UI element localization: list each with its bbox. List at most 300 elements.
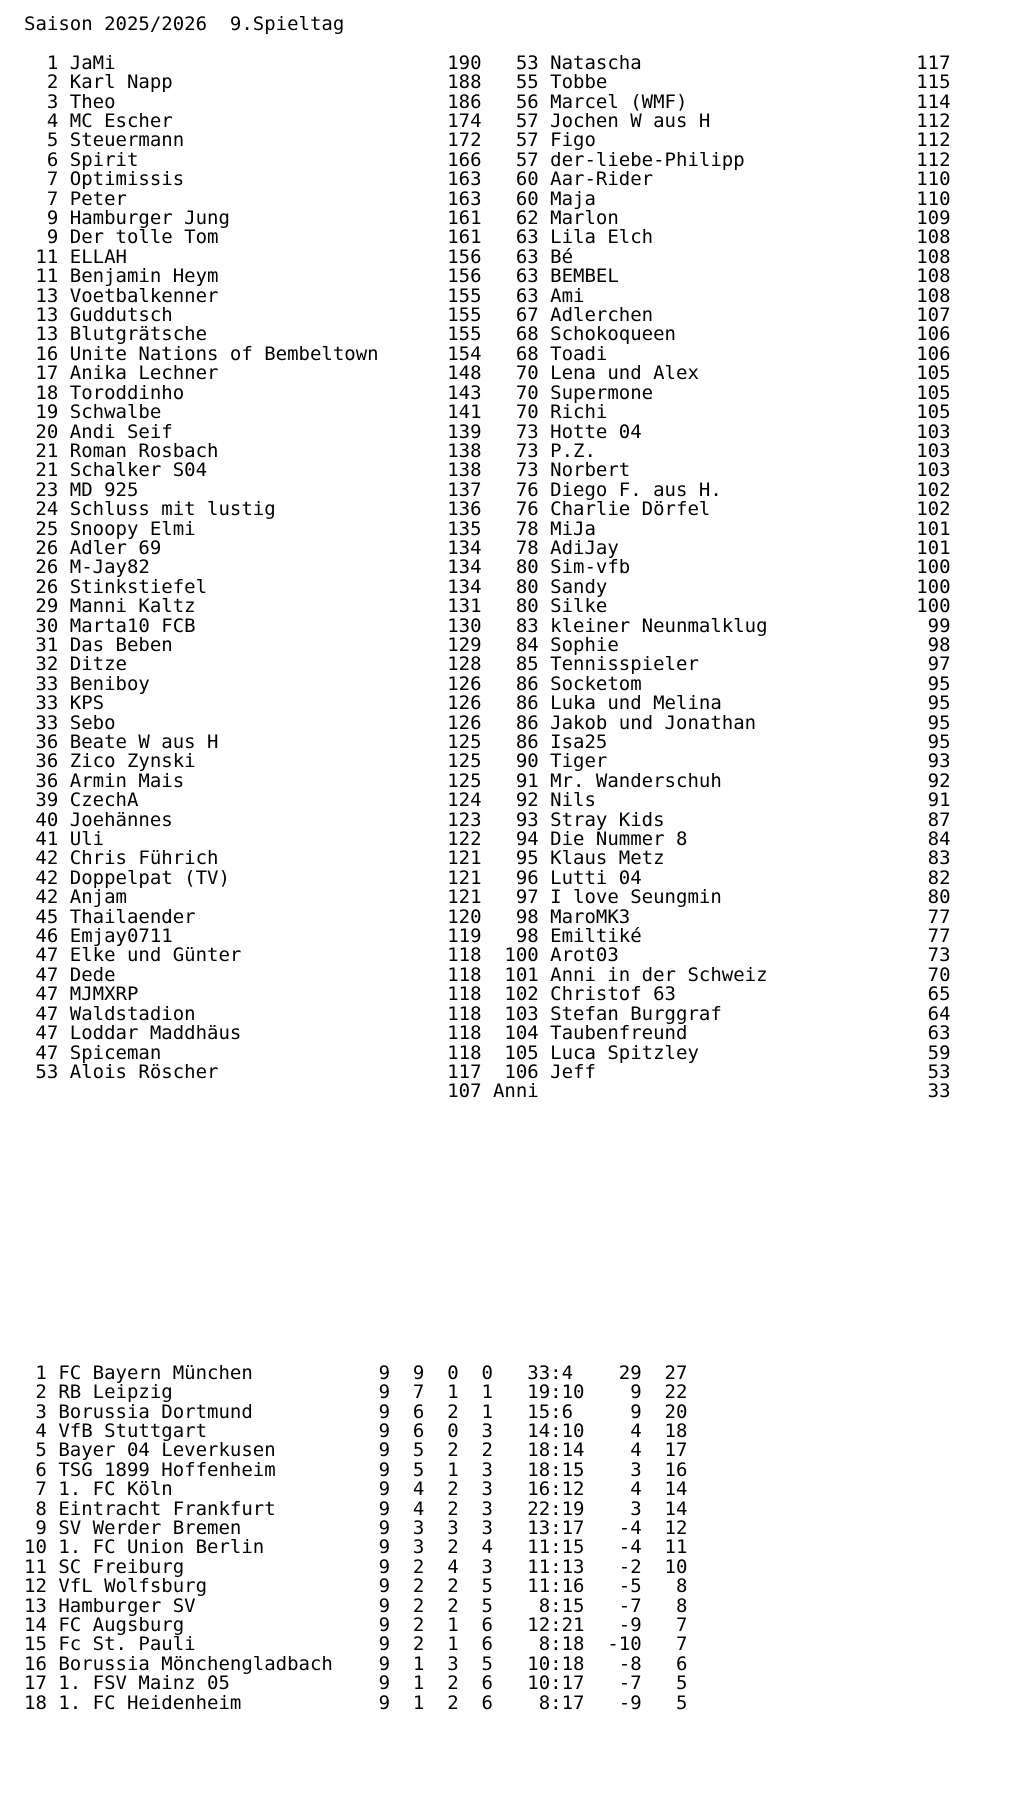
standings-row: [24, 170, 482, 189]
rank-cell: 94: [515, 828, 539, 851]
standings-row: [24, 51, 482, 74]
points-cell: 102: [916, 498, 951, 521]
games-played: 9: [378, 1458, 391, 1481]
league-table-row: [24, 1635, 1011, 1654]
rank-cell: 29: [35, 595, 59, 618]
rank-cell: 53: [35, 1060, 59, 1083]
goals-against: 18: [561, 1633, 585, 1656]
rank-cell: 76: [515, 478, 539, 501]
rank-cell: 20: [35, 420, 59, 443]
rank-cell: 67: [515, 304, 539, 327]
goals-separator: :: [550, 1672, 562, 1695]
points-cell: 12: [664, 1516, 688, 1539]
goal-diff: -7: [618, 1672, 642, 1695]
points-cell: 172: [447, 129, 482, 152]
player-name: CzechA: [69, 791, 139, 811]
standings-row: [504, 187, 951, 210]
standings-row: [24, 209, 482, 228]
standings-row: [504, 733, 950, 752]
goals-separator: :: [550, 1614, 562, 1637]
player-name: P.Z.: [550, 441, 596, 462]
standings-row: [504, 752, 950, 771]
rank-cell: 80: [515, 595, 539, 618]
goal-diff: -7: [618, 1594, 642, 1617]
player-name: Die Nummer 8: [550, 830, 688, 850]
points-cell: 98: [927, 633, 951, 656]
standings-row: [504, 672, 951, 695]
points-cell: 137: [447, 478, 482, 501]
league-table-row: [24, 1441, 1011, 1460]
rank-cell: 13: [35, 304, 59, 327]
points-cell: 166: [447, 148, 482, 171]
wins: 3: [412, 1516, 425, 1539]
player-name: Marlon: [550, 209, 619, 229]
standings-row: [24, 284, 482, 307]
points-cell: 17: [664, 1439, 688, 1462]
rank-cell: 60: [515, 168, 539, 191]
player-name: Sim-vfb: [550, 558, 631, 578]
goals-against: 6: [561, 1400, 574, 1423]
games-played: 9: [378, 1400, 391, 1423]
standings-row: [24, 148, 482, 171]
points-cell: 126: [447, 692, 482, 715]
wins: 9: [412, 1361, 425, 1384]
games-played: 9: [378, 1614, 391, 1637]
rank-cell: 40: [35, 808, 59, 831]
points-cell: 10: [664, 1555, 688, 1578]
wins: 1: [412, 1672, 425, 1695]
rank-cell: 63: [515, 245, 539, 268]
goals-against: 15: [561, 1536, 585, 1559]
player-name: Peter: [69, 189, 127, 210]
goal-diff: -5: [618, 1575, 642, 1598]
league-table-row: [24, 1538, 1011, 1557]
rank-cell: 9: [46, 207, 59, 230]
wins: 2: [412, 1555, 425, 1578]
rank-cell: 3: [46, 90, 59, 113]
rank-cell: 14: [24, 1614, 47, 1637]
points-cell: 134: [447, 575, 482, 598]
points-cell: 119: [447, 925, 482, 948]
player-name: Stray Kids: [550, 810, 665, 831]
draws: 2: [447, 1400, 459, 1423]
games-played: 9: [378, 1516, 391, 1539]
standings-row: [24, 306, 482, 325]
draws: 1: [447, 1614, 459, 1637]
player-name: BEMBEL: [550, 267, 619, 287]
goal-diff: -8: [618, 1652, 642, 1675]
games-played: 9: [378, 1439, 391, 1462]
losses: 5: [481, 1594, 493, 1617]
draws: 4: [447, 1555, 459, 1578]
player-name: KPS: [69, 694, 105, 714]
player-name: Tennisspieler: [550, 655, 699, 675]
wins: 6: [412, 1419, 425, 1442]
league-table: [24, 1361, 1011, 1714]
player-name: Joehännes: [69, 810, 173, 831]
points-cell: 125: [447, 769, 482, 792]
points-cell: 11: [664, 1536, 688, 1559]
rank-cell: 11: [24, 1555, 47, 1578]
team-name: VfB Stuttgart: [58, 1421, 208, 1442]
standings-row: [24, 752, 482, 771]
rank-cell: 73: [515, 439, 539, 462]
team-name: RB Leipzig: [58, 1383, 173, 1403]
team-name: Fc St. Pauli: [58, 1635, 196, 1655]
games-played: 9: [378, 1478, 391, 1501]
goal-diff: 4: [630, 1439, 642, 1462]
standings-row: [504, 1041, 951, 1064]
points-cell: 92: [927, 769, 951, 792]
goal-diff: 29: [618, 1361, 642, 1384]
draws: 2: [447, 1439, 459, 1462]
standings-row: [504, 808, 951, 831]
player-name: MiJa: [550, 519, 596, 539]
rank-cell: 6: [35, 1458, 47, 1481]
league-table-row: [24, 1497, 1011, 1520]
standings-row: [24, 963, 482, 986]
draws: 2: [447, 1536, 459, 1559]
points-cell: 148: [447, 362, 482, 385]
standings-row: [24, 558, 482, 577]
points-cell: 65: [927, 983, 951, 1006]
points-cell: 93: [927, 750, 951, 773]
rank-cell: 97: [515, 886, 539, 909]
rank-cell: 78: [515, 536, 539, 559]
player-name: Sebo: [69, 713, 116, 734]
standings-row: [24, 325, 482, 344]
standings-row: [24, 267, 482, 286]
player-name: Emiltiké: [550, 927, 642, 947]
standings-row: [504, 769, 951, 792]
goals-for: 22: [527, 1497, 551, 1520]
player-name: Ami: [550, 286, 585, 307]
games-played: 9: [378, 1555, 391, 1578]
losses: 6: [481, 1672, 493, 1695]
points-cell: 134: [447, 556, 482, 579]
standings-row: [24, 187, 482, 210]
goals-for: 15: [527, 1400, 551, 1423]
player-name: Spiceman: [69, 1043, 162, 1063]
points-cell: 174: [447, 110, 482, 133]
wins: 2: [412, 1633, 425, 1656]
rank-cell: 41: [35, 828, 59, 851]
rank-cell: 96: [515, 866, 539, 889]
points-cell: 103: [916, 420, 951, 443]
standings-row: [24, 614, 482, 637]
player-name: Sophie: [550, 635, 619, 656]
goals-separator: :: [550, 1633, 562, 1656]
points-cell: 190: [447, 51, 482, 74]
page-title: Saison 2025/2026 9.Spieltag: [24, 13, 345, 35]
losses: 5: [481, 1575, 493, 1598]
losses: 3: [481, 1419, 493, 1442]
standings-row: [24, 1060, 482, 1083]
player-name: Andi Seif: [69, 422, 173, 442]
points-cell: 5: [675, 1691, 688, 1714]
standings-row: [504, 403, 950, 422]
points-cell: 131: [447, 595, 482, 618]
standings-row: [504, 830, 950, 849]
player-name: Marta10 FCB: [69, 616, 196, 636]
team-name: 1. FC Köln: [58, 1480, 173, 1500]
standings-row: [24, 769, 482, 792]
rank-cell: 95: [515, 847, 539, 870]
points-cell: 97: [927, 653, 951, 676]
points-cell: 101: [916, 536, 951, 559]
rank-cell: 70: [515, 381, 539, 404]
points-cell: 129: [447, 633, 482, 656]
team-name: Bayer 04 Leverkusen: [58, 1441, 276, 1461]
points-cell: 110: [916, 168, 951, 191]
team-name: TSG 1899 Hoffenheim: [58, 1460, 276, 1481]
rank-cell: 47: [35, 1002, 59, 1025]
rank-cell: 104: [504, 1022, 539, 1045]
player-name: Unite Nations of Bembeltown: [69, 344, 379, 365]
points-cell: 121: [447, 866, 482, 889]
rank-cell: 93: [515, 808, 539, 831]
points-cell: 8: [675, 1575, 688, 1598]
points-cell: 118: [447, 983, 482, 1006]
rank-cell: 68: [515, 342, 539, 365]
player-name: Thailaender: [69, 907, 196, 928]
rank-cell: 30: [35, 614, 59, 637]
player-name: Voetbalkenner: [69, 286, 219, 307]
goal-diff: 4: [630, 1419, 642, 1442]
player-name: Sandy: [550, 577, 608, 598]
player-name: Charlie Dörfel: [550, 500, 711, 520]
player-name: Optimissis: [69, 170, 185, 190]
rank-cell: 47: [35, 963, 59, 986]
games-played: 9: [378, 1419, 391, 1442]
rank-cell: 105: [504, 1041, 539, 1064]
player-name: Luca Spitzley: [550, 1043, 699, 1063]
draws: 2: [447, 1478, 459, 1501]
points-cell: 107: [916, 304, 951, 327]
points-cell: 80: [927, 886, 951, 909]
rank-cell: 12: [24, 1575, 47, 1598]
goals-separator: :: [550, 1381, 562, 1404]
wins: 2: [412, 1594, 425, 1617]
goals-for: 11: [527, 1555, 551, 1578]
goal-diff: 9: [630, 1381, 642, 1404]
rank-cell: 11: [35, 265, 59, 288]
points-cell: 125: [447, 731, 482, 754]
player-name: M-Jay82: [69, 558, 150, 578]
points-cell: 139: [447, 420, 482, 443]
player-name: Schwalbe: [69, 403, 162, 423]
rank-cell: 33: [35, 672, 59, 695]
draws: 2: [447, 1497, 459, 1520]
points-cell: 112: [916, 110, 951, 133]
player-name: Beate W aus H: [69, 733, 219, 753]
losses: 3: [481, 1516, 493, 1539]
standings-row: [504, 1002, 951, 1025]
player-name: Toroddinho: [69, 383, 185, 404]
points-cell: 122: [447, 828, 482, 851]
goals-separator: :: [550, 1458, 562, 1481]
standings-row: [24, 228, 482, 247]
goals-for: 8: [538, 1691, 551, 1714]
rank-cell: 57: [515, 110, 539, 133]
wins: 4: [412, 1497, 425, 1520]
team-name: SC Freiburg: [58, 1557, 185, 1578]
rank-cell: 76: [515, 498, 539, 521]
player-name: Stinkstiefel: [69, 577, 208, 598]
player-name: Karl Napp: [69, 73, 173, 93]
losses: 3: [481, 1497, 493, 1520]
player-name: Snoopy Elmi: [69, 519, 196, 539]
rank-cell: 63: [515, 226, 539, 249]
player-name: MJMXRP: [69, 985, 139, 1005]
rank-cell: 2: [46, 71, 59, 94]
goal-diff: -2: [618, 1555, 642, 1578]
points-cell: 141: [447, 401, 482, 424]
rank-cell: 80: [515, 575, 539, 598]
standings-row: [24, 655, 482, 674]
player-name: MD 925: [69, 480, 139, 501]
points-cell: 120: [447, 905, 482, 928]
standings-row: [24, 633, 482, 656]
goals-against: 12: [561, 1478, 585, 1501]
standings-row: [504, 655, 950, 674]
rank-cell: 4: [35, 1419, 47, 1442]
team-name: FC Bayern München: [58, 1363, 253, 1384]
points-cell: 100: [916, 595, 951, 618]
standings-row: [24, 985, 482, 1004]
goals-for: 8: [538, 1633, 551, 1656]
goal-diff: 3: [630, 1497, 642, 1520]
standings-row: [504, 267, 950, 286]
points-cell: 100: [916, 575, 951, 598]
standings-row: [504, 849, 950, 868]
rank-cell: 86: [515, 731, 539, 754]
standings-row: [24, 73, 482, 92]
rank-cell: 13: [35, 323, 59, 346]
standings-row: [24, 245, 482, 268]
standings-row: [504, 633, 951, 656]
points-cell: 163: [447, 187, 482, 210]
player-name: Marcel (WMF): [550, 92, 688, 113]
player-name: Armin Mais: [69, 771, 185, 792]
rank-cell: 45: [35, 905, 59, 928]
games-played: 9: [378, 1361, 391, 1384]
losses: 3: [481, 1458, 493, 1481]
player-name: Tiger: [550, 752, 608, 772]
rank-cell: 5: [46, 129, 59, 152]
team-name: Eintracht Frankfurt: [58, 1499, 276, 1519]
points-cell: 103: [916, 439, 951, 462]
rank-cell: 5: [35, 1439, 47, 1462]
points-cell: 53: [927, 1060, 951, 1083]
player-name: Der tolle Tom: [69, 228, 219, 248]
player-name: Schluss mit lustig: [69, 500, 276, 520]
standings-row: [24, 849, 482, 868]
rank-cell: 98: [515, 925, 539, 948]
standings-row: [504, 711, 951, 734]
points-cell: 186: [447, 90, 482, 113]
player-name: Klaus Metz: [550, 849, 665, 869]
rank-cell: 33: [35, 711, 59, 734]
standings-row: [504, 1024, 950, 1043]
player-name: Jochen W aus H: [550, 112, 711, 132]
standings-row: [504, 575, 951, 598]
standings-row: [24, 927, 482, 946]
standings-list: [24, 51, 1011, 1103]
goals-separator: :: [550, 1536, 562, 1559]
rank-cell: 98: [515, 905, 539, 928]
player-name: Anni in der Schweiz: [550, 965, 768, 986]
rank-cell: 3: [35, 1400, 47, 1423]
standings-row: [504, 364, 950, 383]
standings-row: [504, 905, 951, 928]
wins: 6: [412, 1400, 425, 1423]
player-name: Isa25: [550, 733, 608, 753]
player-name: MC Escher: [69, 112, 173, 132]
rank-cell: 103: [504, 1002, 539, 1025]
goal-diff: 9: [630, 1400, 642, 1423]
rank-cell: 63: [515, 265, 539, 288]
player-name: Emjay0711: [69, 927, 173, 947]
standings-row: [504, 342, 951, 365]
player-name: I love Seungmin: [550, 888, 722, 908]
points-cell: 22: [664, 1381, 688, 1404]
player-name: Adler 69: [69, 538, 162, 559]
rank-cell: 70: [515, 401, 539, 424]
player-name: Arot03: [550, 946, 619, 966]
points-cell: 135: [447, 517, 482, 540]
games-played: 9: [378, 1536, 391, 1559]
points-cell: 63: [927, 1022, 951, 1045]
rank-cell: 36: [35, 769, 59, 792]
rank-cell: 19: [35, 401, 59, 424]
goals-separator: :: [550, 1400, 562, 1423]
rank-cell: 21: [35, 459, 59, 482]
points-cell: 64: [927, 1002, 951, 1025]
losses: 0: [481, 1361, 493, 1384]
player-name: Guddutsch: [69, 306, 173, 326]
points-cell: 105: [916, 381, 951, 404]
player-name: Toadi: [550, 344, 608, 365]
standings-row: [504, 614, 951, 637]
player-name: Loddar Maddhäus: [69, 1024, 242, 1044]
player-name: Ditze: [69, 655, 127, 675]
player-name: Roman Rosbach: [69, 441, 219, 462]
losses: 3: [481, 1478, 493, 1501]
goal-diff: -9: [618, 1614, 642, 1637]
player-name: Anjam: [69, 888, 127, 908]
draws: 2: [447, 1594, 459, 1617]
points-cell: 154: [447, 342, 482, 365]
points-cell: 102: [916, 478, 951, 501]
standings-row: [24, 461, 482, 480]
points-cell: 134: [447, 536, 482, 559]
points-cell: 161: [447, 226, 482, 249]
player-name: Adlerchen: [550, 306, 654, 326]
player-name: Figo: [550, 131, 596, 151]
player-name: ELLAH: [69, 247, 127, 268]
rank-cell: 25: [35, 517, 59, 540]
points-cell: 5: [675, 1672, 688, 1695]
team-name: FC Augsburg: [58, 1616, 185, 1636]
points-cell: 77: [927, 925, 951, 948]
points-cell: 103: [916, 459, 951, 482]
points-cell: 14: [664, 1497, 688, 1520]
rank-cell: 36: [35, 731, 59, 754]
points-cell: 105: [916, 401, 951, 424]
points-cell: 27: [664, 1361, 688, 1384]
team-name: Borussia Mönchengladbach: [58, 1654, 333, 1675]
